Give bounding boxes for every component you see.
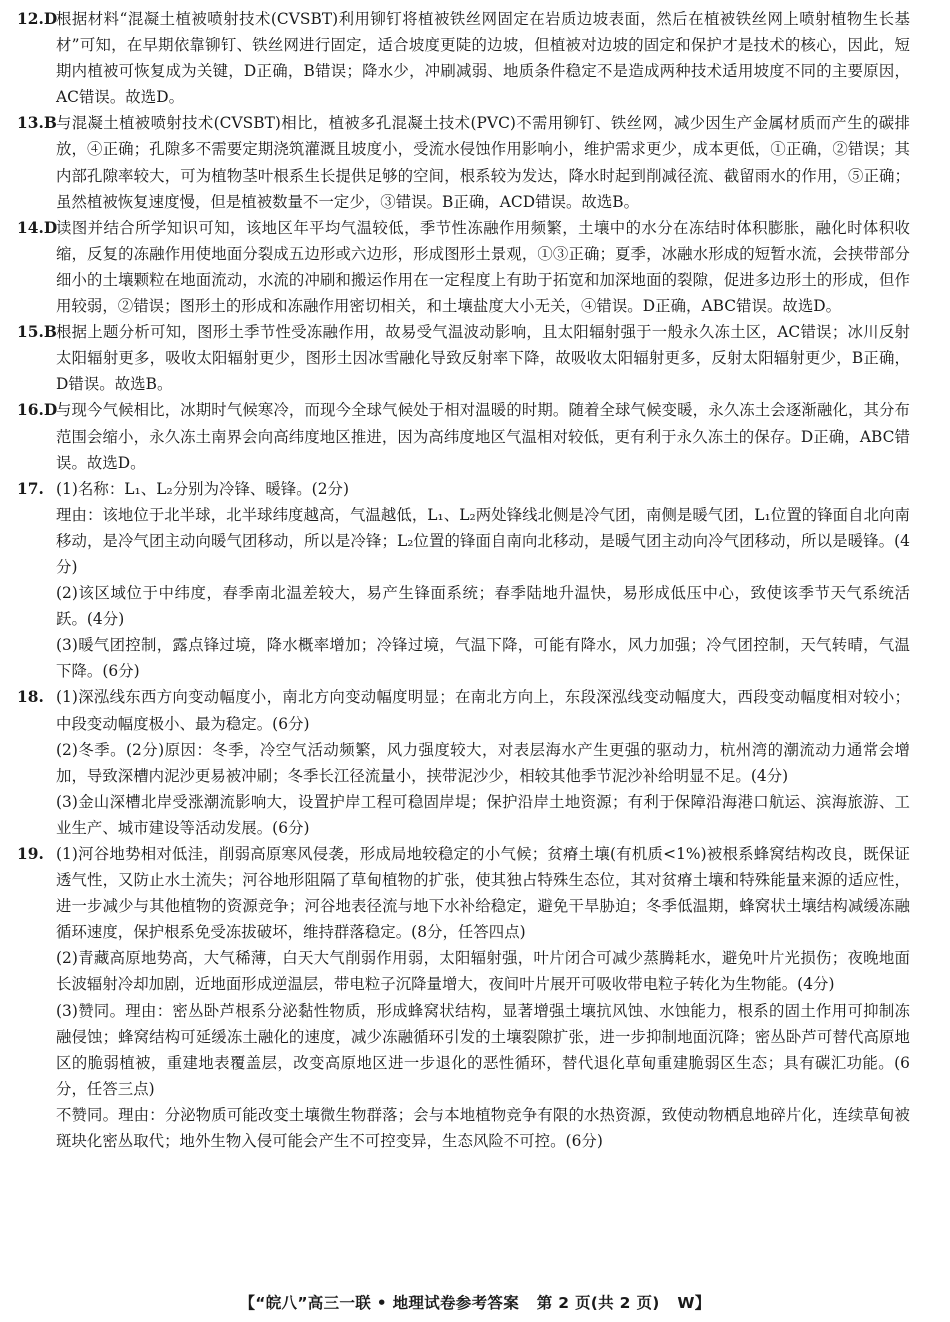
answer-paragraph: 根据上题分析可知，图形土季节性受冻融作用，故易受气温波动影响，且太阳辐射强于一般永久冻土区，AC错误；冰川反射太阳辐射更多，吸收太阳辐射更少，图形土因冰雪融化导致反射率下降，故吸收太阳辐射更多，反射太阳辐射更少，B正确，D错误。故选B。 (56, 323, 910, 394)
answer-item (0, 319, 950, 397)
answer-number: 13.B (17, 114, 57, 133)
answer-number: 15.B (17, 323, 57, 342)
answer-number: 12.D (17, 10, 58, 28)
answer-paragraph: (3)赞同。理由：密丛卧芦根系分泌黏性物质，形成蜂窝状结构，显著增强土壤抗风蚀、水蚀能力，根系的固土作用可抑制冻融侵蚀；蜂窝结构可延缓冻土融化的速度，减少冻融循环引发的土壤裂隙扩张，进一步抑制地面沉降；密丛卧芦可替代高原地区的脆弱植被，重建地表覆盖层，改变高原地区进一步退化的恶性循环，替代退化草甸重建脆弱区生态；具有碳汇功能。(6分，任答三点) (56, 1001, 910, 1098)
footer-code: W】 (677, 1294, 711, 1312)
answer-paragraph: (3)暖气团控制，露点锋过境，降水概率增加；冷锋过境，气温下降，可能有降水，风力加强；冷气团控制，天气转晴，气温下降。(6分) (56, 636, 910, 681)
answer-paragraph: 读图并结合所学知识可知，该地区年平均气温较低，季节性冻融作用频繁，土壤中的水分在冻结时体积膨胀，融化时体积收缩，反复的冻融作用使地面分裂成五边形或六边形，形成图形土景观，①③正确；夏季，冰融水形成的短暂水流，会挟带部分细小的土壤颗粒在地面流动，水流的冲刷和搬运作用在一定程度上有助于拓宽和加深地面的裂隙，促进多边形土的形成，但作用较弱，②错误；图形土的形成和冻融作用密切相关，和土壤盐度大小无关，④错误。D正确，ABC错误。故选D。 (56, 218, 910, 316)
answer-paragraph: (2)该区域位于中纬度，春季南北温差较大，易产生锋面系统；春季陆地升温快，易形成低压中心，致使该季节天气系统活跃。(4分) (56, 584, 910, 629)
answer-item (0, 215, 950, 319)
answer-item (0, 476, 950, 685)
answer-list (0, 6, 950, 1154)
answer-paragraph: (3)金山深槽北岸受涨潮流影响大，设置护岸工程可稳固岸堤；保护沿岸土地资源；有利于保障沿海港口航运、滨海旅游、工业生产、城市建设等活动发展。(6分) (56, 792, 910, 837)
answer-item (0, 397, 950, 475)
footer-title: 【“皖八”高三一联 • 地理试卷参考答案 (239, 1294, 520, 1312)
answer-number: 16.D (17, 401, 58, 420)
answer-paragraph: (1)河谷地势相对低洼，削弱高原寒风侵袭，形成局地较稳定的小气候；贫瘠土壤(有机质<1%)被根系蜂窝结构改良，既保证透气性，又防止水土流失；河谷地形阻隔了草甸植物的扩张，使其独占特殊生态位，其对贫瘠土壤和特殊能量来源的适应性，进一步减少与其他植物的资源竞争；河谷地表径流与地下水补给稳定，避免干旱胁迫；冬季低温期，蜂窝状土壤结构减缓冻融循环速度，保护根系免受冻拔破坏，维持群落稳定。(8分，任答四点) (56, 845, 910, 942)
answer-number: 14.D (17, 218, 58, 237)
answer-paragraph: 不赞同。理由：分泌物质可能改变土壤微生物群落；会与本地植物竞争有限的水热资源，致使动物栖息地碎片化，连续草甸被斑块化密丛取代；地外生物入侵可能会产生不可控变异，生态风险不可控。(6分) (56, 1105, 910, 1151)
answer-paragraph: 与混凝土植被喷射技术(CVSBT)相比，植被多孔混凝土技术(PVC)不需用铆钉、铁丝网，减少因生产金属材质而产生的碳排放，④正确；孔隙多不需要定期浇筑灌溉且坡度小，受流水侵蚀作用影响小，维护需求更少，成本更低，①正确，②错误；其内部孔隙率较大，可为植物茎叶根系生长提供足够的空间，根系较为发达，降水时起到削减径流、截留雨水的作用，⑤正确；虽然植被恢复速度慢，但是植被数量不一定少，③错误。B正确，ACD错误。故选B。 (56, 114, 910, 211)
answer-paragraph: 根据材料“混凝土植被喷射技术(CVSBT)利用铆钉将植被铁丝网固定在岩质边坡表面，然后在植被铁丝网上喷射植物生长基材”可知，在早期依靠铆钉、铁丝网进行固定，适合坡度更陡的边坡，但植被对边坡的固定和保护才是技术的核心，因此，短期内植被可恢复成为关键，D正确，B错误；降水少，冲刷减弱、地质条件稳定不是造成两种技术适用坡度不同的主要原因，AC错误。故选D。 (56, 10, 910, 107)
footer-page-number: 第 2 页(共 2 页) (536, 1294, 660, 1312)
page-footer (0, 1291, 950, 1313)
answer-item (0, 110, 950, 214)
answer-number: 17. (17, 479, 44, 498)
answer-paragraph: 理由：该地位于北半球，北半球纬度越高，气温越低，L₁、L₂两处锋线北侧是冷气团，南侧是暖气团，L₁位置的锋面自北向南移动，是冷气团主动向暖气团移动，所以是冷锋；L₂位置的锋面自南向北移动，是暖气团主动向冷气团移动，所以是暖锋。(4分) (56, 505, 910, 576)
answer-paragraph: (2)青藏高原地势高，大气稀薄，白天大气削弱作用弱，太阳辐射强，叶片闭合可减少蒸腾耗水，避免叶片光损伤；夜晚地面长波辐射冷却加剧，近地面形成逆温层，带电粒子沉降量增大，夜间叶片展开可吸收带电粒子转化为生物能。(4分) (56, 949, 910, 994)
answer-item (0, 6, 950, 110)
answer-number: 19. (17, 845, 44, 863)
answer-item (0, 841, 950, 1154)
answer-paragraph: 与现今气候相比，冰期时气候寒冷，而现今全球气候处于相对温暖的时期。随着全球气候变暖，永久冻土会逐渐融化，其分布范围会缩小，永久冻土南界会向高纬度地区推进，因为高纬度地区气温相对较低，更有利于永久冻土的保存。D正确，ABC错误。故选D。 (56, 401, 910, 472)
answer-paragraph: (2)冬季。(2分)原因：冬季，冷空气活动频繁，风力强度较大，对表层海水产生更强的驱动力，杭州湾的潮流动力通常会增加，导致深槽内泥沙更易被冲刷；冬季长江径流量小，挟带泥沙少，相较其他季节泥沙补给明显不足。(4分) (56, 740, 910, 785)
answer-paragraph: (1)名称：L₁、L₂分别为冷锋、暖锋。(2分) (56, 479, 350, 498)
answer-number: 18. (17, 688, 44, 707)
answer-item (0, 684, 950, 841)
answer-paragraph: (1)深泓线东西方向变动幅度小，南北方向变动幅度明显；在南北方向上，东段深泓线变动幅度大，西段变动幅度相对较小；中段变动幅度极小、最为稳定。(6分) (56, 688, 910, 733)
